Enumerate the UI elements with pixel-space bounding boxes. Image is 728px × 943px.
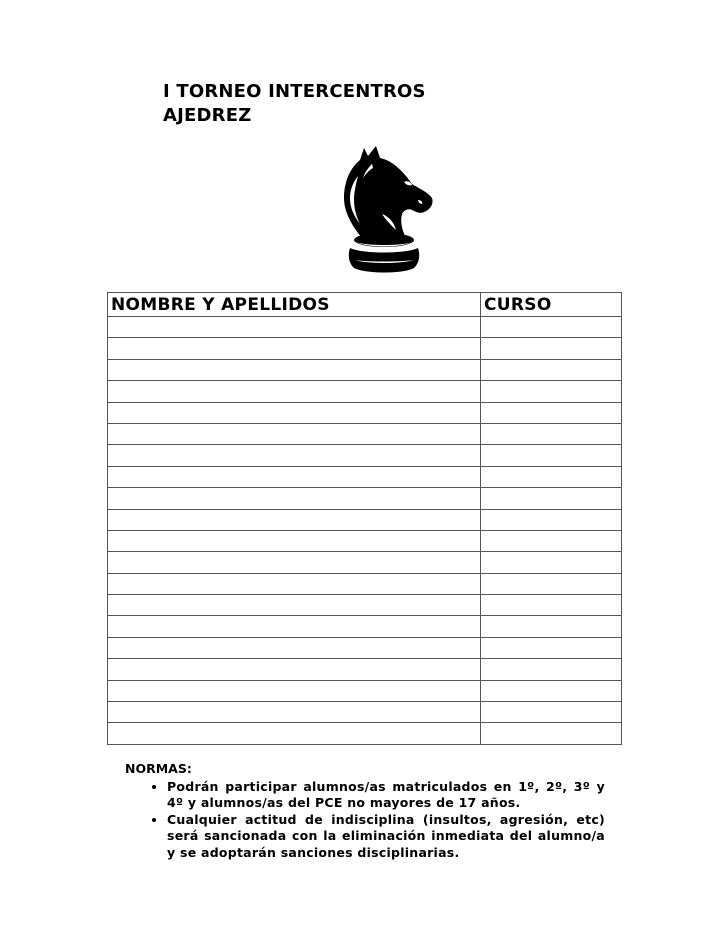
table-row — [108, 702, 622, 723]
name-cell[interactable] — [108, 702, 481, 723]
table-row — [108, 659, 622, 680]
name-cell[interactable] — [108, 595, 481, 616]
table-row — [108, 402, 622, 423]
name-cell[interactable] — [108, 680, 481, 701]
name-cell[interactable] — [108, 359, 481, 380]
curso-cell[interactable] — [481, 637, 622, 658]
curso-cell[interactable] — [481, 466, 622, 487]
name-cell[interactable] — [108, 616, 481, 637]
table-row — [108, 466, 622, 487]
name-cell[interactable] — [108, 466, 481, 487]
title-line-2: AJEDREZ — [163, 105, 252, 126]
table-row — [108, 595, 622, 616]
curso-cell[interactable] — [481, 402, 622, 423]
rule-item: • Cualquier actitud de indisciplina (insultos, agresión, etc) será sancionada con la eliminación inmediata del alumno/a y se adoptarán sanciones disciplinarias. — [167, 812, 605, 862]
name-cell[interactable] — [108, 317, 481, 338]
name-cell[interactable] — [108, 637, 481, 658]
curso-cell[interactable] — [481, 338, 622, 359]
curso-cell[interactable] — [481, 702, 622, 723]
column-header-curso: CURSO — [481, 293, 622, 317]
table-row — [108, 723, 622, 744]
table-row — [108, 359, 622, 380]
curso-cell[interactable] — [481, 659, 622, 680]
name-cell[interactable] — [108, 445, 481, 466]
curso-cell[interactable] — [481, 723, 622, 744]
table-row — [108, 680, 622, 701]
curso-cell[interactable] — [481, 595, 622, 616]
name-cell[interactable] — [108, 659, 481, 680]
name-cell[interactable] — [108, 552, 481, 573]
rule-item: • Podrán participar alumnos/as matriculados en 1º, 2º, 3º y 4º y alumnos/as del PCE no mayores de 17 años. — [167, 779, 605, 812]
curso-cell[interactable] — [481, 616, 622, 637]
curso-cell[interactable] — [481, 423, 622, 444]
chess-knight-icon — [332, 142, 436, 274]
rules-heading: NORMAS: — [125, 761, 192, 776]
curso-cell[interactable] — [481, 552, 622, 573]
column-header-name: NOMBRE Y APELLIDOS — [108, 293, 481, 317]
table-row — [108, 552, 622, 573]
title-line-1: I TORNEO INTERCENTROS — [163, 81, 426, 102]
curso-cell[interactable] — [481, 445, 622, 466]
table-row — [108, 423, 622, 444]
curso-cell[interactable] — [481, 680, 622, 701]
name-cell[interactable] — [108, 488, 481, 509]
table-body — [108, 317, 622, 745]
table-row — [108, 381, 622, 402]
rules-list — [125, 779, 605, 862]
curso-cell[interactable] — [481, 509, 622, 530]
document-title — [163, 80, 426, 128]
participants-table — [107, 292, 622, 745]
table-row — [108, 317, 622, 338]
table-row — [108, 338, 622, 359]
rules-section — [125, 761, 605, 861]
table-row — [108, 509, 622, 530]
curso-cell[interactable] — [481, 488, 622, 509]
table-header-row — [108, 293, 622, 317]
name-cell[interactable] — [108, 530, 481, 551]
name-cell[interactable] — [108, 509, 481, 530]
table-row — [108, 488, 622, 509]
name-cell[interactable] — [108, 381, 481, 402]
curso-cell[interactable] — [481, 317, 622, 338]
table-row — [108, 445, 622, 466]
name-cell[interactable] — [108, 338, 481, 359]
table-row — [108, 637, 622, 658]
name-cell[interactable] — [108, 573, 481, 594]
curso-cell[interactable] — [481, 381, 622, 402]
name-cell[interactable] — [108, 723, 481, 744]
name-cell[interactable] — [108, 423, 481, 444]
curso-cell[interactable] — [481, 530, 622, 551]
name-cell[interactable] — [108, 402, 481, 423]
table-row — [108, 573, 622, 594]
curso-cell[interactable] — [481, 573, 622, 594]
curso-cell[interactable] — [481, 359, 622, 380]
table-row — [108, 616, 622, 637]
table-row — [108, 530, 622, 551]
